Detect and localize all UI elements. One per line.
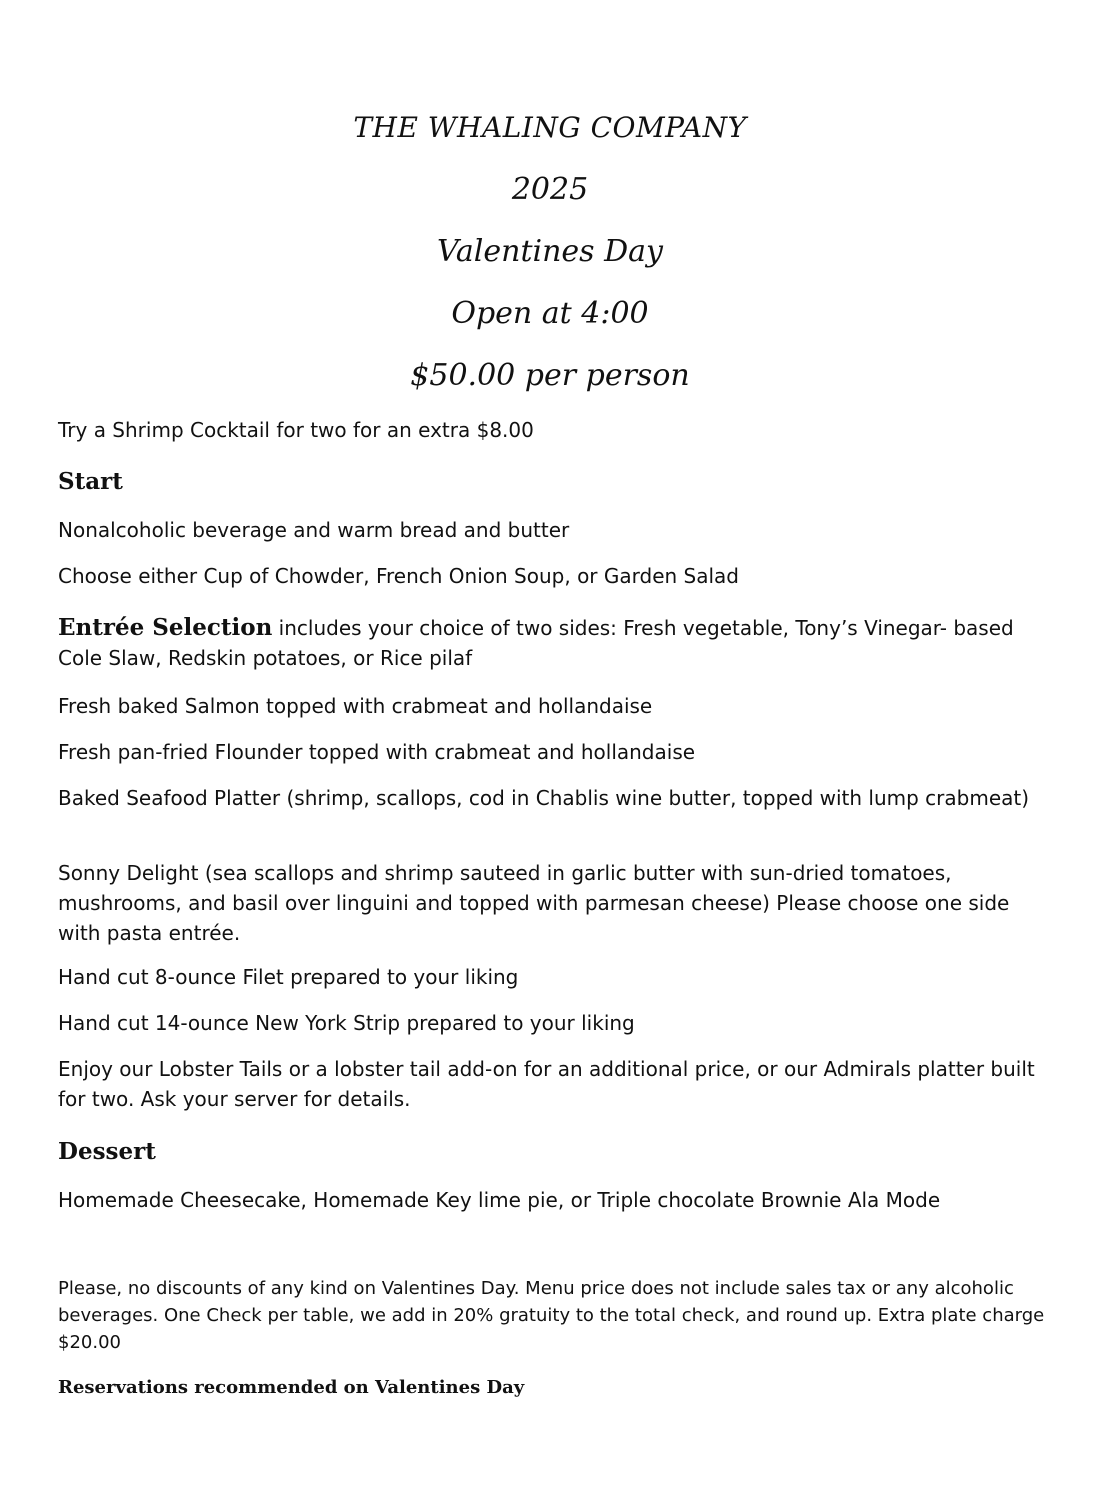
start-item: Nonalcoholic beverage and warm bread and butter [58,518,570,542]
entree-item: Sonny Delight (sea scallops and shrimp sauteed in garlic butter with sun-dried tomatoes, mushrooms, and basil over linguini and topped with parmesan cheese) Please choose one side with pasta entrée. [58,861,1010,945]
entree-item: Fresh pan-fried Flounder topped with crabmeat and hollandaise [58,740,696,764]
start-heading: Start [58,468,123,495]
entree-item: Hand cut 14-ounce New York Strip prepared to your liking [58,1011,635,1035]
restaurant-name: THE WHALING COMPANY [353,111,747,144]
entree-sides-description: includes your choice of two sides: Fresh vegetable, Tony’s Vinegar- based Cole Slaw, Redskin potatoes, or Rice pilaf [58,616,1014,670]
entree-heading: Entrée Selection [58,614,273,641]
dessert-heading: Dessert [58,1138,156,1165]
menu-price: $50.00 per person [410,358,690,393]
start-item: Choose either Cup of Chowder, French Onion Soup, or Garden Salad [58,564,739,588]
entree-intro [58,613,1048,673]
entree-item: Hand cut 8-ounce Filet prepared to your liking [58,965,519,989]
dessert-item: Homemade Cheesecake, Homemade Key lime pie, or Triple chocolate Brownie Ala Mode [58,1188,941,1212]
occasion-title: Valentines Day [436,234,663,269]
menu-year: 2025 [511,172,589,207]
entree-item: Baked Seafood Platter (shrimp, scallops, cod in Chablis wine butter, topped with lump crabmeat) [58,786,1030,810]
opening-time: Open at 4:00 [451,296,649,331]
reservations-note: Reservations recommended on Valentines Day [58,1377,525,1398]
entree-item: Enjoy our Lobster Tails or a lobster tail add-on for an additional price, or our Admirals platter built for two. Ask your server for details. [58,1057,1035,1111]
shrimp-cocktail-offer: Try a Shrimp Cocktail for two for an extra $8.00 [58,418,534,442]
entree-item: Fresh baked Salmon topped with crabmeat and hollandaise [58,694,653,718]
policy-notice: Please, no discounts of any kind on Valentines Day. Menu price does not include sales tax or any alcoholic beverages. One Check per table, we add in 20% gratuity to the total check, and round up. Extra plate charge $20.00 [58,1278,1045,1353]
